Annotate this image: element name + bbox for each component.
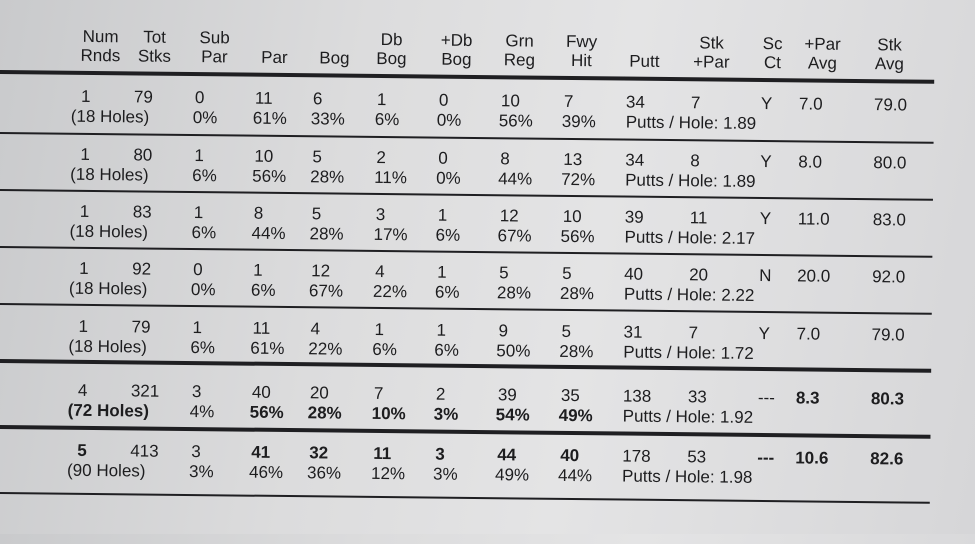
cell-grn: 44 [497,445,517,465]
cell-pdb: 3 [435,444,445,464]
column-header-line2: Bog [376,48,407,69]
cell-sub-pct: 6% [192,166,217,186]
cell-db: 4 [375,261,385,282]
cell-grn-pct: 49% [494,465,530,485]
column-header-line2: Reg [503,50,536,70]
cell-sub: 1 [193,203,204,223]
cell-stkpar: 33 [687,387,707,407]
cell-bog: 12 [311,261,331,281]
cell-sub: 3 [191,382,202,402]
cell-bog-pct: 33% [310,109,345,129]
cell-par-pct: 56% [252,166,287,187]
cell-sc: --- [757,447,775,468]
cell-par: 11 [252,318,271,338]
cell-stks: 80 [133,145,153,165]
column-header-line1: +Par [804,34,841,54]
column-header-line1: Sc [762,33,783,54]
cell-db-pct: 10% [371,403,406,424]
cell-holes: (18 Holes) [68,278,148,299]
cell-putt: 39 [624,207,644,227]
cell-sc: Y [759,208,772,229]
cell-bog-pct: 22% [308,339,343,359]
cell-paravg: 11.0 [797,209,830,229]
column-header-line1: Grn [505,31,534,51]
cell-putt: 178 [622,446,651,466]
cell-grn-pct: 44% [498,169,533,189]
cell-holes: (18 Holes) [69,221,149,242]
cell-stkpar: 8 [690,151,700,171]
cell-stks: 83 [132,202,152,222]
cell-sub-pct: 0% [190,280,216,300]
cell-rnds: 4 [77,380,88,400]
cell-grn: 8 [500,149,510,169]
cell-sub-pct: 4% [189,402,215,422]
cell-sc: --- [757,387,775,408]
cell-paravg: 10.6 [795,448,829,468]
cell-bog: 5 [312,147,322,167]
cell-sub-pct: 0% [192,108,218,128]
cell-holes: (18 Holes) [70,164,149,185]
cell-db: 2 [376,147,386,168]
cell-stkpar: 53 [687,447,707,467]
cell-db-pct: 22% [372,281,408,302]
cell-ph: Putts / Hole: 1.92 [622,406,754,427]
cell-putt: 34 [625,92,645,112]
column-header-line2: Putt [629,51,660,71]
row-divider [0,132,934,144]
cell-ph: Putts / Hole: 1.89 [625,112,757,133]
cell-grn-pct: 56% [498,111,533,131]
cell-stks: 79 [133,87,154,107]
cell-grn: 5 [499,263,509,283]
cell-bog-pct: 36% [306,463,342,483]
cell-par: 10 [254,146,274,166]
column-header-line2: Par [261,47,288,68]
cell-par: 8 [253,203,264,223]
cell-pdb: 1 [437,205,448,225]
cell-pdb: 0 [438,90,449,110]
cell-fwy-pct: 28% [559,341,594,362]
cell-ph: Putts / Hole: 2.17 [624,227,756,248]
cell-putt: 34 [625,150,645,170]
table-header [0,0,975,74]
cell-rnds: 1 [80,86,91,106]
cell-sc: N [759,265,772,286]
cell-fwy: 35 [560,385,580,406]
cell-pdb: 1 [436,320,447,340]
cell-sc: Y [758,323,770,344]
cell-grn-pct: 67% [497,226,532,246]
row-divider [0,189,933,201]
cell-stkpar: 11 [689,208,708,228]
cell-sub: 0 [194,88,205,108]
column-header-line2: Avg [807,53,837,73]
cell-par-pct: 46% [248,462,284,482]
cell-db: 7 [373,383,384,404]
cell-fwy-pct: 39% [561,111,596,132]
cell-ph: Putts / Hole: 1.98 [621,466,753,487]
column-header-line1: Stk [699,33,724,53]
cell-stkavg: 92.0 [872,267,906,287]
cell-pdb-pct: 6% [434,340,460,360]
column-header-line1: Db [380,29,403,50]
cell-fwy-pct: 44% [557,465,593,486]
cell-db-pct: 6% [374,109,400,130]
cell-stkpar: 20 [689,265,709,285]
cell-paravg: 20.0 [797,266,831,286]
cell-db-pct: 17% [373,224,408,245]
cell-putt: 138 [622,386,652,406]
cell-putt: 40 [624,264,644,284]
row-divider [0,303,932,315]
cell-stkpar: 7 [688,323,699,343]
cell-bog: 5 [311,204,322,224]
cell-sub-pct: 6% [190,338,216,358]
column-header-line1: Sub [199,28,230,48]
cell-sub-pct: 6% [191,223,217,243]
cell-stkavg: 82.6 [870,449,904,469]
cell-pdb-pct: 3% [432,464,458,484]
column-header-line2: +Par [693,52,730,72]
cell-fwy-pct: 56% [560,226,595,247]
cell-bog: 4 [310,319,321,339]
cell-holes: (72 Holes) [67,400,150,421]
cell-rnds: 5 [77,440,87,460]
cell-sc: Y [760,93,773,114]
cell-bog-pct: 28% [307,403,342,423]
cell-sc: Y [760,151,772,172]
cell-par-pct: 6% [250,280,276,300]
column-header-line2: Bog [319,48,350,68]
cell-grn-pct: 50% [496,341,531,361]
cell-db-pct: 6% [372,339,398,360]
cell-stks: 321 [130,381,160,401]
cell-db: 1 [376,89,387,110]
cell-paravg: 7.0 [798,94,823,114]
cell-grn: 10 [500,91,520,111]
column-header-line2: Stks [137,46,172,66]
cell-grn: 9 [498,321,509,341]
column-header [546,32,616,71]
column-header-line1: Stk [877,35,902,55]
column-header [484,31,554,70]
row-divider [0,246,932,258]
cell-pdb: 1 [437,262,447,282]
column-header [676,33,746,72]
cell-db: 3 [375,204,386,225]
cell-fwy: 5 [561,321,572,341]
cell-holes: (90 Holes) [66,460,146,481]
cell-grn: 39 [497,385,517,405]
cell-paravg: 8.3 [795,388,820,408]
cell-bog: 32 [309,443,329,463]
row-divider [0,492,930,504]
column-header-line1: Tot [143,27,167,47]
cell-stks: 92 [132,259,152,279]
cell-par: 1 [253,260,263,280]
column-header-line1: Num [82,26,119,47]
column-header-line2: Bog [441,49,472,69]
cell-ph: Putts / Hole: 1.89 [625,170,756,191]
cell-sub: 1 [194,146,204,166]
cell-stkpar: 7 [690,93,701,113]
cell-bog-pct: 28% [309,224,344,244]
column-header-line2: Ct [763,53,781,73]
cell-fwy: 13 [563,149,583,170]
cell-stks: 79 [131,317,151,337]
cell-rnds: 1 [79,258,89,278]
cell-ph: Putts / Hole: 2.22 [623,284,755,305]
cell-bog: 20 [309,383,329,403]
cell-pdb-pct: 3% [433,404,459,424]
column-header-line2: Par [201,47,228,67]
cell-putt: 31 [623,322,643,342]
cell-fwy: 5 [562,263,572,284]
cell-stks: 413 [130,441,159,461]
column-header [787,34,857,73]
cell-db: 1 [374,319,385,340]
column-header-line1: +Db [440,30,473,50]
cell-fwy-pct: 72% [561,169,596,190]
cell-fwy-pct: 28% [559,283,595,304]
cell-paravg: 8.0 [798,152,823,172]
cell-sub: 3 [191,442,201,462]
column-header [609,32,679,71]
cell-pdb: 0 [438,148,448,168]
cell-rnds: 1 [80,144,90,164]
cell-pdb: 2 [435,384,446,404]
cell-fwy: 40 [560,445,580,466]
column-header [421,30,491,69]
cell-stkavg: 83.0 [872,210,906,230]
cell-pdb-pct: 0% [436,110,462,130]
cell-bog-pct: 67% [308,281,344,301]
cell-pdb-pct: 0% [436,168,461,188]
cell-ph: Putts / Hole: 1.72 [623,342,754,363]
cell-db-pct: 12% [370,463,406,484]
cell-stkavg: 79.0 [873,95,908,115]
cell-pdb-pct: 6% [434,282,460,302]
row-divider [0,359,931,373]
cell-par: 11 [254,88,273,108]
cell-sub-pct: 3% [188,462,214,482]
cell-bog-pct: 28% [310,167,345,187]
column-header-line2: Hit [570,50,592,71]
cell-fwy: 10 [562,206,582,227]
column-header [356,30,426,69]
cell-par: 40 [251,382,271,402]
cell-pdb-pct: 6% [435,225,461,245]
column-header-line1 [609,32,679,52]
cell-stkavg: 79.0 [871,325,905,345]
cell-stkavg: 80.0 [873,153,907,173]
cell-par: 41 [251,442,271,462]
column-header-line2: Avg [874,54,904,74]
row-divider [0,425,930,439]
cell-grn-pct: 54% [495,405,530,425]
cell-par-pct: 61% [252,108,287,129]
cell-fwy: 7 [563,91,574,112]
column-header-line2: Rnds [80,45,121,66]
column-header-line1: Fwy [565,31,598,52]
cell-db-pct: 11% [374,167,408,188]
column-header [854,35,924,74]
cell-bog: 6 [312,89,323,109]
cell-db: 11 [373,443,392,464]
cell-grn-pct: 28% [496,283,532,303]
cell-grn: 12 [499,206,519,226]
cell-holes: (18 Holes) [68,336,147,357]
cell-rnds: 1 [79,201,90,221]
cell-stkavg: 80.3 [870,389,905,409]
cell-holes: (18 Holes) [70,106,150,127]
cell-par-pct: 61% [250,338,285,358]
cell-paravg: 7.0 [796,324,821,344]
cell-par-pct: 44% [251,223,286,244]
cell-sub: 1 [192,318,203,338]
cell-par-pct: 56% [249,402,284,422]
cell-fwy-pct: 49% [558,405,593,426]
cell-sub: 0 [193,260,203,280]
cell-rnds: 1 [78,316,89,336]
